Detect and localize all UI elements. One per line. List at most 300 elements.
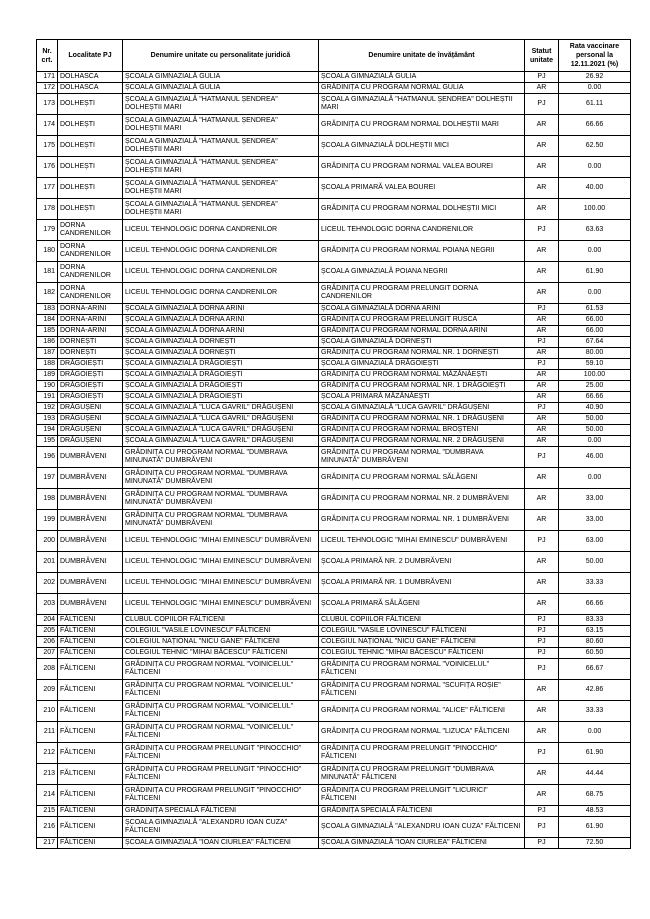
cell-nr: 177 bbox=[37, 178, 58, 199]
cell-denumire-pj: ȘCOALA GIMNAZIALĂ DRĂGOIEȘTI bbox=[123, 370, 319, 381]
table-row bbox=[37, 136, 631, 157]
cell-nr: 178 bbox=[37, 199, 58, 220]
cell-denumire-unitate: ȘCOALA GIMNAZIALĂ GULIA bbox=[319, 72, 525, 83]
cell-denumire-pj: CLUBUL COPIILOR FĂLTICENI bbox=[123, 615, 319, 626]
cell-nr: 213 bbox=[37, 764, 58, 785]
cell-rata: 66.00 bbox=[559, 326, 631, 337]
cell-denumire-pj: ȘCOALA GIMNAZIALĂ DORNA ARINI bbox=[123, 315, 319, 326]
cell-statut: AR bbox=[525, 436, 559, 447]
cell-denumire-unitate: ȘCOALA GIMNAZIALĂ DRĂGOIEȘTI bbox=[319, 359, 525, 370]
cell-localitate: FĂLTICENI bbox=[58, 722, 123, 743]
cell-statut: AR bbox=[525, 785, 559, 806]
cell-nr: 215 bbox=[37, 806, 58, 817]
cell-localitate: FĂLTICENI bbox=[58, 764, 123, 785]
cell-rata: 63.00 bbox=[559, 531, 631, 552]
cell-localitate: FĂLTICENI bbox=[58, 817, 123, 838]
cell-rata: 42.86 bbox=[559, 680, 631, 701]
cell-rata: 0.00 bbox=[559, 722, 631, 743]
table-row bbox=[37, 552, 631, 573]
table-row bbox=[37, 436, 631, 447]
cell-denumire-unitate: ȘCOALA GIMNAZIALĂ DORNEȘTI bbox=[319, 337, 525, 348]
table-row bbox=[37, 838, 631, 849]
cell-nr: 194 bbox=[37, 425, 58, 436]
cell-denumire-pj: ȘCOALA GIMNAZIALĂ DORNEȘTI bbox=[123, 337, 319, 348]
cell-denumire-unitate: COLEGIUL TEHNIC "MIHAI BĂCESCU" FĂLTICENI bbox=[319, 648, 525, 659]
cell-localitate: DUMBRĂVENI bbox=[58, 573, 123, 594]
cell-rata: 100.00 bbox=[559, 199, 631, 220]
cell-localitate: FĂLTICENI bbox=[58, 626, 123, 637]
cell-statut: AR bbox=[525, 83, 559, 94]
cell-statut: PJ bbox=[525, 817, 559, 838]
cell-nr: 217 bbox=[37, 838, 58, 849]
cell-nr: 191 bbox=[37, 392, 58, 403]
cell-denumire-unitate: GRĂDINIȚA CU PROGRAM NORMAL NR. 1 DUMBRĂVENI bbox=[319, 510, 525, 531]
cell-localitate: FĂLTICENI bbox=[58, 637, 123, 648]
cell-localitate: FĂLTICENI bbox=[58, 680, 123, 701]
cell-denumire-pj: ȘCOALA GIMNAZIALĂ "HATMANUL ȘENDREA" DOLHEȘTII MARI bbox=[123, 157, 319, 178]
cell-rata: 0.00 bbox=[559, 468, 631, 489]
cell-nr: 198 bbox=[37, 489, 58, 510]
cell-denumire-unitate: ȘCOALA GIMNAZIALĂ "HATMANUL ȘENDREA" DOLHEȘTII MARI bbox=[319, 94, 525, 115]
cell-rata: 66.66 bbox=[559, 115, 631, 136]
cell-denumire-pj: COLEGIUL NAȚIONAL "NICU GANE" FĂLTICENI bbox=[123, 637, 319, 648]
table-row bbox=[37, 370, 631, 381]
table-row bbox=[37, 381, 631, 392]
cell-denumire-unitate: GRĂDINIȚA CU PROGRAM PRELUNGIT "DUMBRAVA MINUNATĂ" FĂLTICENI bbox=[319, 764, 525, 785]
cell-nr: 173 bbox=[37, 94, 58, 115]
cell-nr: 187 bbox=[37, 348, 58, 359]
cell-rata: 61.90 bbox=[559, 262, 631, 283]
table-row bbox=[37, 626, 631, 637]
cell-nr: 199 bbox=[37, 510, 58, 531]
cell-nr: 192 bbox=[37, 403, 58, 414]
cell-localitate: FĂLTICENI bbox=[58, 659, 123, 680]
cell-localitate: DOLHEȘTI bbox=[58, 178, 123, 199]
header-rata: Rata vaccinare personal la 12.11.2021 (%) bbox=[559, 40, 631, 72]
cell-denumire-unitate: CLUBUL COPIILOR FĂLTICENI bbox=[319, 615, 525, 626]
table-row bbox=[37, 764, 631, 785]
cell-rata: 26.92 bbox=[559, 72, 631, 83]
cell-localitate: DRĂGUȘENI bbox=[58, 425, 123, 436]
cell-statut: AR bbox=[525, 136, 559, 157]
cell-localitate: DORNA CANDRENILOR bbox=[58, 220, 123, 241]
cell-denumire-unitate: GRĂDINIȚA CU PROGRAM NORMAL "VOINICELUL" FĂLTICENI bbox=[319, 659, 525, 680]
cell-nr: 196 bbox=[37, 447, 58, 468]
cell-nr: 214 bbox=[37, 785, 58, 806]
cell-nr: 182 bbox=[37, 283, 58, 304]
cell-denumire-pj: LICEUL TEHNOLOGIC DORNA CANDRENILOR bbox=[123, 262, 319, 283]
cell-localitate: DUMBRĂVENI bbox=[58, 594, 123, 615]
cell-denumire-pj: ȘCOALA GIMNAZIALĂ DORNEȘTI bbox=[123, 348, 319, 359]
cell-localitate: FĂLTICENI bbox=[58, 743, 123, 764]
cell-denumire-unitate: GRĂDINIȚA CU PROGRAM NORMAL DOLHEȘTII MARI bbox=[319, 115, 525, 136]
table-row bbox=[37, 178, 631, 199]
cell-denumire-pj: ȘCOALA GIMNAZIALĂ "HATMANUL ȘENDREA" DOLHEȘTII MARI bbox=[123, 178, 319, 199]
cell-denumire-pj: GRĂDINIȚA CU PROGRAM NORMAL "VOINICELUL" FĂLTICENI bbox=[123, 680, 319, 701]
cell-nr: 185 bbox=[37, 326, 58, 337]
cell-statut: PJ bbox=[525, 615, 559, 626]
cell-localitate: DORNA-ARINI bbox=[58, 304, 123, 315]
cell-denumire-pj: GRĂDINIȚA CU PROGRAM NORMAL "DUMBRAVA MINUNATĂ" DUMBRĂVENI bbox=[123, 510, 319, 531]
table-row bbox=[37, 648, 631, 659]
cell-nr: 174 bbox=[37, 115, 58, 136]
cell-statut: PJ bbox=[525, 94, 559, 115]
header-row bbox=[37, 40, 631, 72]
table-row bbox=[37, 220, 631, 241]
cell-statut: PJ bbox=[525, 72, 559, 83]
cell-nr: 195 bbox=[37, 436, 58, 447]
cell-statut: AR bbox=[525, 178, 559, 199]
cell-statut: AR bbox=[525, 370, 559, 381]
cell-statut: AR bbox=[525, 241, 559, 262]
cell-rata: 67.64 bbox=[559, 337, 631, 348]
cell-rata: 40.00 bbox=[559, 178, 631, 199]
cell-localitate: DOLHEȘTI bbox=[58, 136, 123, 157]
table-row bbox=[37, 199, 631, 220]
table-row bbox=[37, 326, 631, 337]
cell-denumire-unitate: GRĂDINIȚA CU PROGRAM NORMAL NR. 1 DRĂGUȘENI bbox=[319, 414, 525, 425]
cell-denumire-unitate: GRĂDINIȚA CU PROGRAM NORMAL VALEA BOUREI bbox=[319, 157, 525, 178]
cell-rata: 61.53 bbox=[559, 304, 631, 315]
cell-localitate: DUMBRĂVENI bbox=[58, 447, 123, 468]
cell-nr: 193 bbox=[37, 414, 58, 425]
cell-denumire-pj: GRĂDINIȚA SPECIALĂ FĂLTICENI bbox=[123, 806, 319, 817]
cell-nr: 206 bbox=[37, 637, 58, 648]
cell-denumire-pj: COLEGIUL TEHNIC "MIHAI BĂCESCU" FĂLTICENI bbox=[123, 648, 319, 659]
cell-localitate: DRĂGOIEȘTI bbox=[58, 381, 123, 392]
cell-nr: 200 bbox=[37, 531, 58, 552]
table-row bbox=[37, 447, 631, 468]
table-row bbox=[37, 241, 631, 262]
cell-denumire-unitate: LICEUL TEHNOLOGIC "MIHAI EMINESCU" DUMBRĂVENI bbox=[319, 531, 525, 552]
cell-localitate: DOLHEȘTI bbox=[58, 115, 123, 136]
table-row bbox=[37, 594, 631, 615]
cell-localitate: DRĂGOIEȘTI bbox=[58, 370, 123, 381]
cell-rata: 40.90 bbox=[559, 403, 631, 414]
cell-rata: 0.00 bbox=[559, 157, 631, 178]
cell-denumire-pj: ȘCOALA GIMNAZIALĂ DRĂGOIEȘTI bbox=[123, 392, 319, 403]
cell-statut: AR bbox=[525, 381, 559, 392]
cell-statut: AR bbox=[525, 425, 559, 436]
cell-statut: PJ bbox=[525, 838, 559, 849]
cell-rata: 66.66 bbox=[559, 392, 631, 403]
table-row bbox=[37, 468, 631, 489]
cell-nr: 201 bbox=[37, 552, 58, 573]
cell-rata: 66.00 bbox=[559, 315, 631, 326]
cell-statut: PJ bbox=[525, 304, 559, 315]
cell-nr: 179 bbox=[37, 220, 58, 241]
cell-localitate: FĂLTICENI bbox=[58, 701, 123, 722]
cell-rata: 100.00 bbox=[559, 370, 631, 381]
table-row bbox=[37, 83, 631, 94]
cell-rata: 61.11 bbox=[559, 94, 631, 115]
cell-denumire-pj: ȘCOALA GIMNAZIALĂ "LUCA GAVRIL" DRĂGUȘENI bbox=[123, 436, 319, 447]
cell-denumire-unitate: COLEGIUL "VASILE LOVINESCU" FĂLTICENI bbox=[319, 626, 525, 637]
cell-localitate: DORNA CANDRENILOR bbox=[58, 283, 123, 304]
cell-statut: PJ bbox=[525, 648, 559, 659]
cell-statut: PJ bbox=[525, 626, 559, 637]
cell-statut: PJ bbox=[525, 659, 559, 680]
cell-rata: 33.00 bbox=[559, 510, 631, 531]
cell-nr: 208 bbox=[37, 659, 58, 680]
cell-statut: PJ bbox=[525, 447, 559, 468]
table-row bbox=[37, 817, 631, 838]
cell-localitate: DRĂGOIEȘTI bbox=[58, 392, 123, 403]
cell-denumire-pj: ȘCOALA GIMNAZIALĂ "HATMANUL ȘENDREA" DOLHEȘTII MARI bbox=[123, 94, 319, 115]
cell-localitate: FĂLTICENI bbox=[58, 806, 123, 817]
cell-nr: 190 bbox=[37, 381, 58, 392]
cell-denumire-pj: LICEUL TEHNOLOGIC DORNA CANDRENILOR bbox=[123, 241, 319, 262]
cell-denumire-pj: ȘCOALA GIMNAZIALĂ "HATMANUL ȘENDREA" DOLHEȘTII MARI bbox=[123, 136, 319, 157]
cell-nr: 189 bbox=[37, 370, 58, 381]
cell-rata: 33.33 bbox=[559, 573, 631, 594]
cell-statut: AR bbox=[525, 552, 559, 573]
cell-nr: 197 bbox=[37, 468, 58, 489]
header-localitate: Localitate PJ bbox=[58, 40, 123, 72]
cell-localitate: DORNA CANDRENILOR bbox=[58, 241, 123, 262]
cell-denumire-unitate: LICEUL TEHNOLOGIC DORNA CANDRENILOR bbox=[319, 220, 525, 241]
cell-denumire-pj: ȘCOALA GIMNAZIALĂ DORNA ARINI bbox=[123, 304, 319, 315]
cell-statut: PJ bbox=[525, 403, 559, 414]
cell-statut: AR bbox=[525, 764, 559, 785]
table-row bbox=[37, 337, 631, 348]
cell-localitate: DRĂGUȘENI bbox=[58, 414, 123, 425]
cell-rata: 0.00 bbox=[559, 241, 631, 262]
cell-localitate: DRĂGUȘENI bbox=[58, 403, 123, 414]
cell-statut: AR bbox=[525, 680, 559, 701]
cell-localitate: DORNA CANDRENILOR bbox=[58, 262, 123, 283]
cell-rata: 44.44 bbox=[559, 764, 631, 785]
cell-statut: AR bbox=[525, 701, 559, 722]
cell-nr: 210 bbox=[37, 701, 58, 722]
cell-localitate: DOLHEȘTI bbox=[58, 199, 123, 220]
table-row bbox=[37, 94, 631, 115]
cell-statut: AR bbox=[525, 315, 559, 326]
cell-denumire-pj: ȘCOALA GIMNAZIALĂ GULIA bbox=[123, 83, 319, 94]
cell-denumire-pj: GRĂDINIȚA CU PROGRAM PRELUNGIT "PINOCCHIO" FĂLTICENI bbox=[123, 743, 319, 764]
cell-denumire-unitate: GRĂDINIȚA CU PROGRAM PRELUNGIT "PINOCCHIO" FĂLTICENI bbox=[319, 743, 525, 764]
header-denumire-pj: Denumire unitate cu personalitate juridică bbox=[123, 40, 319, 72]
cell-denumire-pj: ȘCOALA GIMNAZIALĂ "HATMANUL ȘENDREA" DOLHEȘTII MARI bbox=[123, 199, 319, 220]
table-row bbox=[37, 359, 631, 370]
cell-statut: PJ bbox=[525, 359, 559, 370]
table-row bbox=[37, 392, 631, 403]
cell-localitate: DORNA-ARINI bbox=[58, 315, 123, 326]
cell-denumire-unitate: GRĂDINIȚA SPECIALĂ FĂLTICENI bbox=[319, 806, 525, 817]
cell-rata: 61.90 bbox=[559, 743, 631, 764]
cell-statut: AR bbox=[525, 414, 559, 425]
cell-denumire-unitate: GRĂDINIȚA CU PROGRAM NORMAL MĂZĂNĂEȘTI bbox=[319, 370, 525, 381]
header-denumire-unitate: Denumire unitate de învățământ bbox=[319, 40, 525, 72]
cell-denumire-pj: ȘCOALA GIMNAZIALĂ "HATMANUL ȘENDREA" DOLHEȘTII MARI bbox=[123, 115, 319, 136]
cell-denumire-pj: ȘCOALA GIMNAZIALĂ "LUCA GAVRIL" DRĂGUȘENI bbox=[123, 414, 319, 425]
cell-localitate: DUMBRĂVENI bbox=[58, 531, 123, 552]
table-row bbox=[37, 403, 631, 414]
cell-denumire-pj: GRĂDINIȚA CU PROGRAM PRELUNGIT "PINOCCHIO" FĂLTICENI bbox=[123, 785, 319, 806]
cell-rata: 33.00 bbox=[559, 489, 631, 510]
cell-denumire-unitate: ȘCOALA GIMNAZIALĂ DORNA ARINI bbox=[319, 304, 525, 315]
cell-nr: 172 bbox=[37, 83, 58, 94]
cell-denumire-unitate: ȘCOALA PRIMARĂ VALEA BOUREI bbox=[319, 178, 525, 199]
cell-denumire-unitate: GRĂDINIȚA CU PROGRAM NORMAL "LIZUCA" FĂLTICENI bbox=[319, 722, 525, 743]
cell-nr: 202 bbox=[37, 573, 58, 594]
cell-denumire-unitate: GRĂDINIȚA CU PROGRAM PRELUNGIT DORNA CANDRENILOR bbox=[319, 283, 525, 304]
cell-localitate: FĂLTICENI bbox=[58, 615, 123, 626]
cell-nr: 171 bbox=[37, 72, 58, 83]
cell-denumire-pj: ȘCOALA GIMNAZIALĂ DRĂGOIEȘTI bbox=[123, 359, 319, 370]
cell-nr: 207 bbox=[37, 648, 58, 659]
table-row bbox=[37, 701, 631, 722]
table-row bbox=[37, 157, 631, 178]
table-row bbox=[37, 510, 631, 531]
cell-rata: 25.00 bbox=[559, 381, 631, 392]
cell-nr: 203 bbox=[37, 594, 58, 615]
cell-localitate: DUMBRĂVENI bbox=[58, 552, 123, 573]
cell-denumire-unitate: ȘCOALA PRIMARĂ NR. 1 DUMBRĂVENI bbox=[319, 573, 525, 594]
cell-denumire-unitate: GRĂDINIȚA CU PROGRAM NORMAL NR. 2 DUMBRĂVENI bbox=[319, 489, 525, 510]
cell-rata: 66.67 bbox=[559, 659, 631, 680]
cell-rata: 50.00 bbox=[559, 414, 631, 425]
cell-nr: 212 bbox=[37, 743, 58, 764]
table-row bbox=[37, 785, 631, 806]
cell-denumire-pj: ȘCOALA GIMNAZIALĂ GULIA bbox=[123, 72, 319, 83]
cell-denumire-unitate: GRĂDINIȚA CU PROGRAM NORMAL NR. 1 DORNEȘTI bbox=[319, 348, 525, 359]
cell-localitate: DOLHEȘTI bbox=[58, 157, 123, 178]
cell-rata: 46.00 bbox=[559, 447, 631, 468]
cell-localitate: DOLHEȘTI bbox=[58, 94, 123, 115]
cell-denumire-unitate: GRĂDINIȚA CU PROGRAM NORMAL "ALICE" FĂLTICENI bbox=[319, 701, 525, 722]
cell-localitate: DORNEȘTI bbox=[58, 348, 123, 359]
cell-localitate: DUMBRĂVENI bbox=[58, 510, 123, 531]
cell-localitate: FĂLTICENI bbox=[58, 838, 123, 849]
cell-denumire-pj: GRĂDINIȚA CU PROGRAM NORMAL "VOINICELUL" FĂLTICENI bbox=[123, 722, 319, 743]
cell-denumire-unitate: ȘCOALA GIMNAZIALĂ "LUCA GAVRIL" DRĂGUȘENI bbox=[319, 403, 525, 414]
cell-denumire-pj: GRĂDINIȚA CU PROGRAM NORMAL "DUMBRAVA MINUNATĂ" DUMBRĂVENI bbox=[123, 447, 319, 468]
cell-rata: 72.50 bbox=[559, 838, 631, 849]
cell-rata: 60.50 bbox=[559, 648, 631, 659]
cell-rata: 33.33 bbox=[559, 701, 631, 722]
cell-localitate: FĂLTICENI bbox=[58, 648, 123, 659]
cell-nr: 183 bbox=[37, 304, 58, 315]
cell-statut: PJ bbox=[525, 220, 559, 241]
cell-denumire-pj: ȘCOALA GIMNAZIALĂ DORNA ARINI bbox=[123, 326, 319, 337]
cell-denumire-pj: COLEGIUL "VASILE LOVINESCU" FĂLTICENI bbox=[123, 626, 319, 637]
table-row bbox=[37, 115, 631, 136]
cell-statut: AR bbox=[525, 594, 559, 615]
cell-denumire-unitate: GRĂDINIȚA CU PROGRAM NORMAL "DUMBRAVA MINUNATĂ" DUMBRĂVENI bbox=[319, 447, 525, 468]
cell-statut: AR bbox=[525, 510, 559, 531]
cell-localitate: DUMBRĂVENI bbox=[58, 468, 123, 489]
cell-denumire-pj: GRĂDINIȚA CU PROGRAM NORMAL "VOINICELUL" FĂLTICENI bbox=[123, 659, 319, 680]
cell-denumire-pj: LICEUL TEHNOLOGIC "MIHAI EMINESCU" DUMBRĂVENI bbox=[123, 573, 319, 594]
table-row bbox=[37, 722, 631, 743]
cell-localitate: FĂLTICENI bbox=[58, 785, 123, 806]
cell-denumire-unitate: ȘCOALA PRIMARĂ MĂZĂNĂEȘTI bbox=[319, 392, 525, 403]
header-nr: Nr. crt. bbox=[37, 40, 58, 72]
cell-statut: PJ bbox=[525, 531, 559, 552]
cell-statut: AR bbox=[525, 489, 559, 510]
cell-nr: 176 bbox=[37, 157, 58, 178]
cell-denumire-pj: GRĂDINIȚA CU PROGRAM NORMAL "DUMBRAVA MINUNATĂ" DUMBRĂVENI bbox=[123, 489, 319, 510]
cell-statut: AR bbox=[525, 348, 559, 359]
cell-denumire-pj: LICEUL TEHNOLOGIC "MIHAI EMINESCU" DUMBRĂVENI bbox=[123, 594, 319, 615]
cell-denumire-unitate: GRĂDINIȚA CU PROGRAM NORMAL SĂLĂGENI bbox=[319, 468, 525, 489]
cell-denumire-unitate: ȘCOALA GIMNAZIALĂ "ALEXANDRU IOAN CUZA" FĂLTICENI bbox=[319, 817, 525, 838]
cell-localitate: DOLHASCA bbox=[58, 83, 123, 94]
table-row bbox=[37, 806, 631, 817]
cell-denumire-unitate: ȘCOALA GIMNAZIALĂ POIANA NEGRII bbox=[319, 262, 525, 283]
cell-denumire-pj: LICEUL TEHNOLOGIC DORNA CANDRENILOR bbox=[123, 283, 319, 304]
table-row bbox=[37, 283, 631, 304]
table-row bbox=[37, 659, 631, 680]
cell-statut: AR bbox=[525, 262, 559, 283]
cell-nr: 188 bbox=[37, 359, 58, 370]
cell-nr: 184 bbox=[37, 315, 58, 326]
cell-nr: 209 bbox=[37, 680, 58, 701]
cell-denumire-pj: GRĂDINIȚA CU PROGRAM NORMAL "DUMBRAVA MINUNATĂ" DUMBRĂVENI bbox=[123, 468, 319, 489]
cell-denumire-pj: GRĂDINIȚA CU PROGRAM NORMAL "VOINICELUL" FĂLTICENI bbox=[123, 701, 319, 722]
cell-statut: PJ bbox=[525, 743, 559, 764]
cell-rata: 63.63 bbox=[559, 220, 631, 241]
cell-denumire-pj: LICEUL TEHNOLOGIC DORNA CANDRENILOR bbox=[123, 220, 319, 241]
cell-nr: 175 bbox=[37, 136, 58, 157]
cell-denumire-unitate: ȘCOALA PRIMARĂ SĂLĂGENI bbox=[319, 594, 525, 615]
cell-rata: 0.00 bbox=[559, 436, 631, 447]
cell-statut: AR bbox=[525, 573, 559, 594]
cell-statut: AR bbox=[525, 722, 559, 743]
table-row bbox=[37, 573, 631, 594]
cell-statut: PJ bbox=[525, 337, 559, 348]
cell-denumire-pj: LICEUL TEHNOLOGIC "MIHAI EMINESCU" DUMBRĂVENI bbox=[123, 531, 319, 552]
cell-denumire-pj: ȘCOALA GIMNAZIALĂ "LUCA GAVRIL" DRĂGUȘENI bbox=[123, 403, 319, 414]
cell-nr: 186 bbox=[37, 337, 58, 348]
cell-statut: AR bbox=[525, 199, 559, 220]
cell-denumire-unitate: ȘCOALA GIMNAZIALĂ DOLHEȘTII MICI bbox=[319, 136, 525, 157]
cell-localitate: DUMBRĂVENI bbox=[58, 489, 123, 510]
cell-nr: 181 bbox=[37, 262, 58, 283]
table-row bbox=[37, 637, 631, 648]
cell-denumire-unitate: COLEGIUL NAȚIONAL "NICU GANE" FĂLTICENI bbox=[319, 637, 525, 648]
cell-statut: AR bbox=[525, 468, 559, 489]
cell-localitate: DRĂGUȘENI bbox=[58, 436, 123, 447]
cell-denumire-unitate: GRĂDINIȚA CU PROGRAM NORMAL NR. 2 DRĂGUȘENI bbox=[319, 436, 525, 447]
cell-denumire-unitate: GRĂDINIȚA CU PROGRAM NORMAL "SCUFIȚA ROȘIE" FĂLTICENI bbox=[319, 680, 525, 701]
cell-denumire-pj: ȘCOALA GIMNAZIALĂ "IOAN CIURLEA" FĂLTICENI bbox=[123, 838, 319, 849]
header-statut: Statut unitate bbox=[525, 40, 559, 72]
cell-statut: AR bbox=[525, 157, 559, 178]
cell-rata: 61.90 bbox=[559, 817, 631, 838]
cell-rata: 83.33 bbox=[559, 615, 631, 626]
table-row bbox=[37, 72, 631, 83]
cell-rata: 80.60 bbox=[559, 637, 631, 648]
cell-denumire-unitate: GRĂDINIȚA CU PROGRAM NORMAL DOLHEȘTII MICI bbox=[319, 199, 525, 220]
cell-denumire-unitate: GRĂDINIȚA CU PROGRAM NORMAL GULIA bbox=[319, 83, 525, 94]
cell-denumire-unitate: GRĂDINIȚA CU PROGRAM PRELUNGIT "LICURICI" FĂLTICENI bbox=[319, 785, 525, 806]
cell-statut: AR bbox=[525, 115, 559, 136]
table-row bbox=[37, 304, 631, 315]
cell-denumire-unitate: ȘCOALA GIMNAZIALĂ "IOAN CIURLEA" FĂLTICENI bbox=[319, 838, 525, 849]
table-row bbox=[37, 531, 631, 552]
cell-localitate: DOLHASCA bbox=[58, 72, 123, 83]
cell-rata: 80.00 bbox=[559, 348, 631, 359]
cell-nr: 216 bbox=[37, 817, 58, 838]
cell-rata: 62.50 bbox=[559, 136, 631, 157]
cell-nr: 180 bbox=[37, 241, 58, 262]
cell-nr: 204 bbox=[37, 615, 58, 626]
table-row bbox=[37, 743, 631, 764]
cell-rata: 63.15 bbox=[559, 626, 631, 637]
cell-nr: 211 bbox=[37, 722, 58, 743]
